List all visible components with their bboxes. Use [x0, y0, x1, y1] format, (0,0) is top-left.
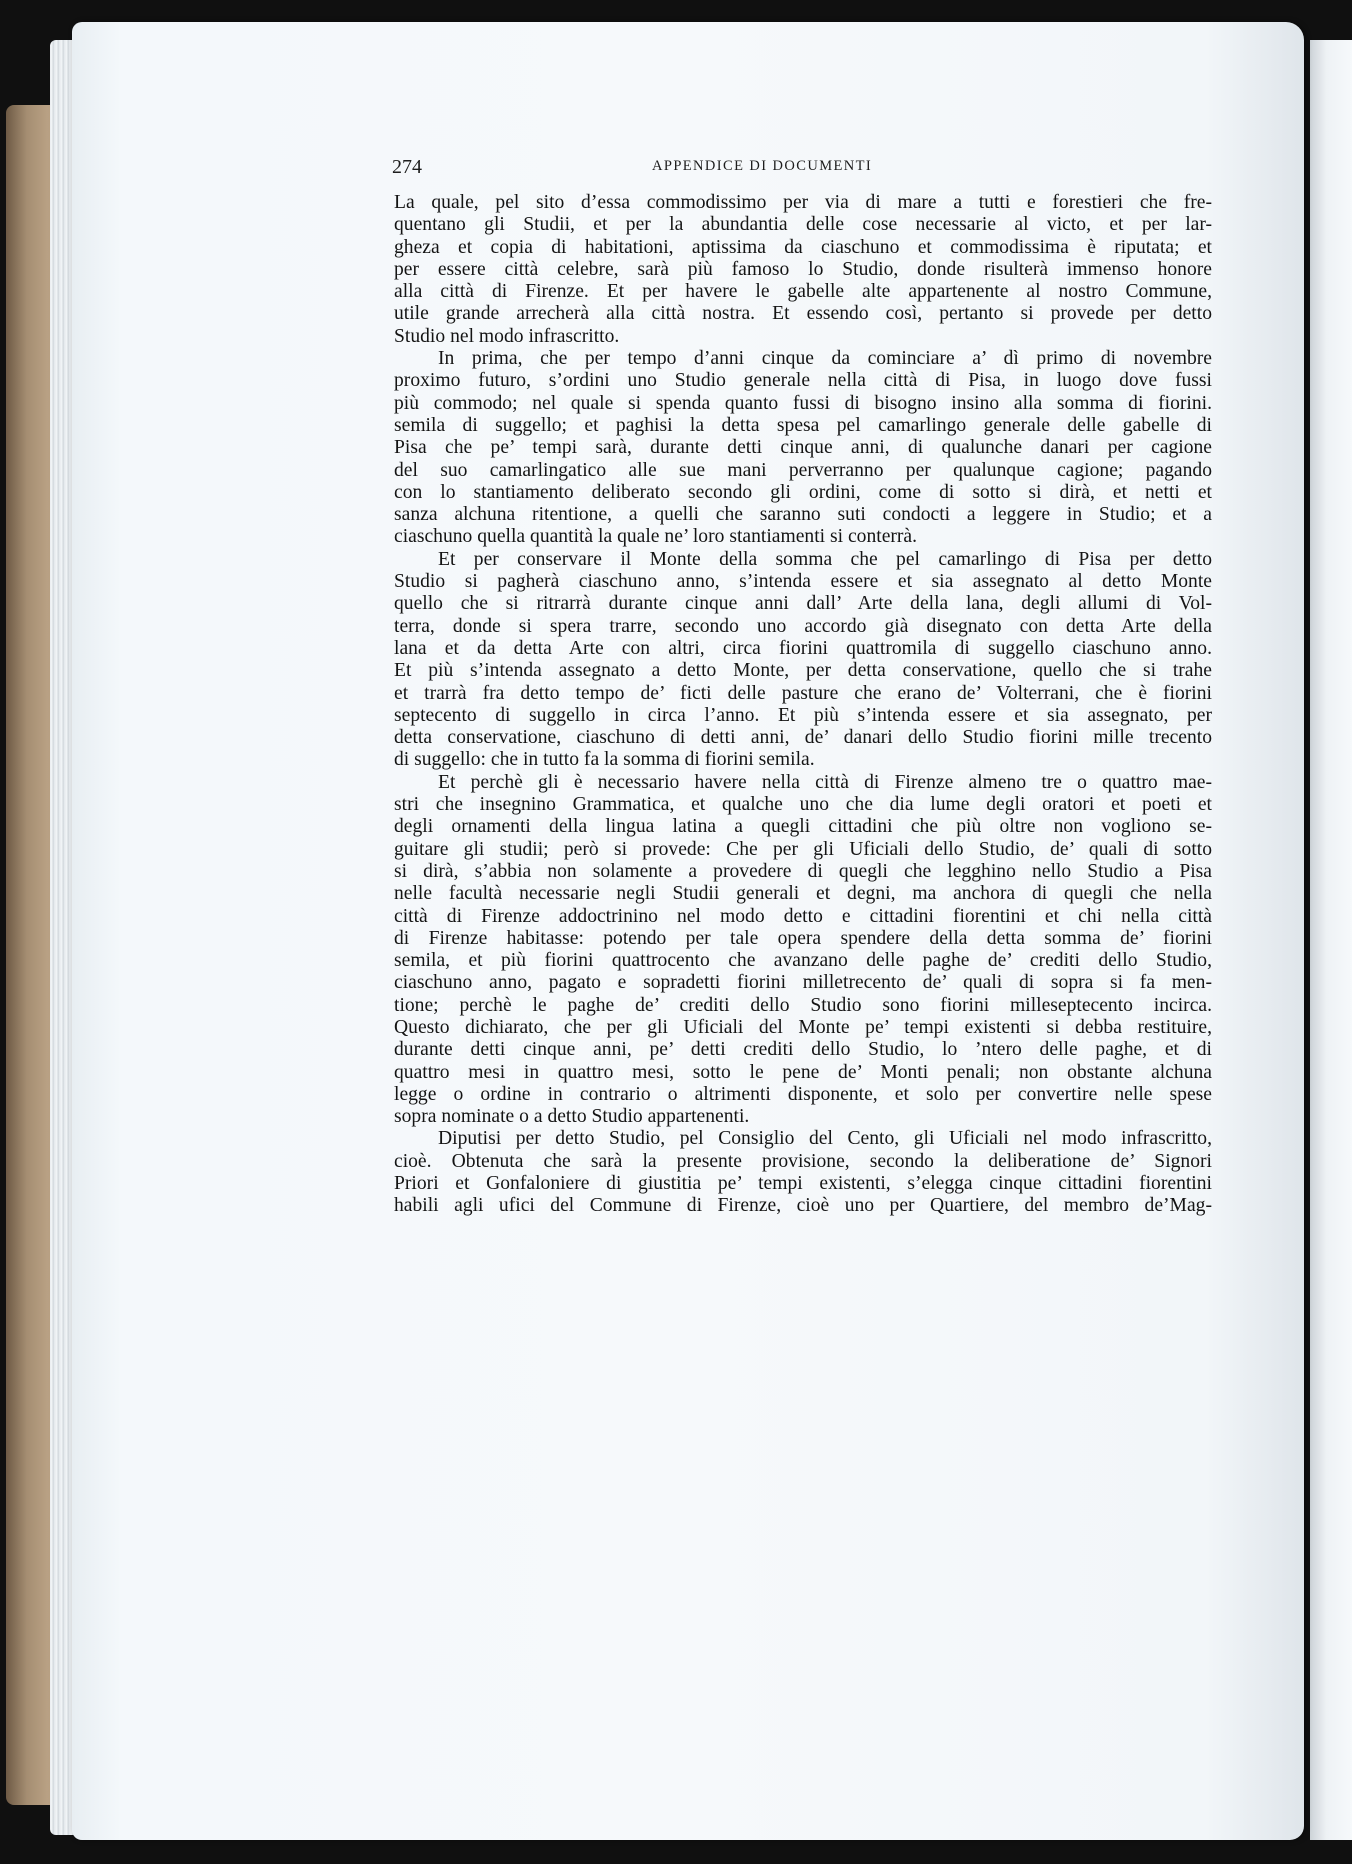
page-number: 274	[392, 156, 422, 178]
text-line: del suo camarlingatico alle sue mani perverranno per qualunque cagione; pagando	[394, 459, 1212, 481]
paragraph-5	[394, 1128, 1212, 1217]
text-line: ciaschuno quella quantità la quale ne’ loro stantiamenti si conterrà.	[394, 526, 918, 548]
text-line: Et più s’intenda assegnato a detto Monte, per detta conservatione, quello che si trahe	[394, 660, 1212, 682]
text-line: La quale, pel sito d’essa commodissimo per via di mare a tutti e forestieri che fre-	[394, 192, 1212, 213]
text-line: detta conservatione, ciaschuno di detti anni, de’ danari dello Studio fiorini mille trecento	[394, 727, 1212, 749]
text-line: habili agli ufici del Commune di Firenze, cioè uno per Quartiere, del membro de’Mag-	[394, 1195, 1212, 1217]
text-line: et trarrà fra detto tempo de’ ficti delle pasture che erano de’ Volterrani, che è fiorini	[394, 682, 1212, 704]
text-line: Studio nel modo infrascritto.	[394, 325, 620, 347]
text-line: Diputisi per detto Studio, pel Consiglio del Cento, gli Uficiali nel modo infrascritto,	[438, 1128, 1212, 1150]
text-line: gheza et copia di habitationi, aptissima da ciaschuno et commodissima è riputata; et	[394, 236, 1212, 258]
text-line: durante detti cinque anni, pe’ detti crediti dello Studio, lo ’ntero delle paghe, et di	[394, 1039, 1212, 1061]
running-head-title: APPENDICE DI DOCUMENTI	[652, 158, 873, 174]
text-line: di Firenze habitasse: potendo per tale opera spendere della detta somma de’ fiorini	[394, 927, 1212, 949]
text-line: con lo stantiamento deliberato secondo gli ordini, come di sotto si dirà, et netti et	[394, 481, 1212, 503]
text-line: proximo futuro, s’ordini uno Studio generale nella città di Pisa, in luogo dove fussi	[394, 370, 1212, 392]
paragraph-4	[394, 772, 1212, 1129]
paragraph-1	[394, 192, 1212, 348]
body-text	[394, 192, 1212, 1218]
paragraph-2	[394, 348, 1212, 549]
paragraph-3	[394, 549, 1212, 772]
running-head	[392, 156, 1212, 182]
text-line: sanza alchuna ritentione, a quelli che saranno suti condocti a leggere in Studio; et a	[394, 504, 1212, 526]
adjacent-page-edge	[1310, 40, 1352, 1840]
text-line: quentano gli Studii, et per la abundantia delle cose necessarie al victo, et per lar-	[394, 214, 1212, 236]
text-line: di suggello: che in tutto fa la somma di fiorini semila.	[394, 749, 815, 771]
text-line: sopra nominate o a detto Studio appartenenti.	[394, 1106, 750, 1128]
text-line: più commodo; nel quale si spenda quanto fussi di bisogno insino alla somma di fiorini.	[394, 392, 1212, 414]
text-line: In prima, che per tempo d’anni cinque da cominciare a’ dì primo di novembre	[438, 348, 1212, 370]
text-line: si dirà, s’abbia non solamente a provedere di quegli che legghino nello Studio a Pisa	[394, 860, 1212, 882]
text-line: guitare gli studii; però si provede: Che per gli Uficiali dello Studio, de’ quali di sotto	[394, 838, 1212, 860]
text-line: Et per conservare il Monte della somma che pel camarlingo di Pisa per detto	[438, 548, 1212, 570]
text-line: semila di suggello; et paghisi la detta spesa pel camarlingo generale delle gabelle di	[394, 414, 1212, 436]
text-line: degli ornamenti della lingua latina a quegli cittadini che più oltre non vogliono se-	[394, 816, 1212, 838]
text-line: alla città di Firenze. Et per havere le gabelle alte appartenente al nostro Commune,	[394, 281, 1212, 303]
text-line: semila, et più fiorini quattrocento che avanzano delle paghe de’ crediti dello Studio,	[394, 950, 1212, 972]
text-line: cioè. Obtenuta che sarà la presente provisione, secondo la deliberatione de’ Signori	[394, 1150, 1212, 1172]
text-line: Questo dichiarato, che per gli Uficiali del Monte pe’ tempi existenti si debba restituire,	[394, 1016, 1212, 1038]
text-line: Studio si pagherà ciaschuno anno, s’intenda essere et sia assegnato al detto Monte	[394, 571, 1212, 593]
text-line: stri che insegnino Grammatica, et qualche uno che dia lume degli oratori et poeti et	[394, 794, 1212, 816]
text-line: Priori et Gonfaloniere di giustitia pe’ tempi existenti, s’elegga cinque cittadini fiorentini	[394, 1173, 1212, 1195]
text-line: tione; perchè le paghe de’ crediti dello Studio sono fiorini milleseptecento incirca.	[394, 994, 1212, 1016]
text-line: legge o ordine in contrario o altrimenti disponente, et solo per convertire nelle spese	[394, 1083, 1212, 1105]
text-line: quello che si ritrarrà durante cinque anni dall’ Arte della lana, degli allumi di Vol-	[394, 593, 1212, 615]
text-line: utile grande arrecherà alla città nostra. Et essendo così, pertanto si provede per detto	[394, 303, 1212, 325]
text-line: Et perchè gli è necessario havere nella città di Firenze almeno tre o quattro mae-	[438, 771, 1212, 793]
text-line: lana et da detta Arte con altri, circa fiorini quattromila di suggello ciaschuno anno.	[394, 637, 1212, 659]
text-line: quattro mesi in quattro mesi, sotto le pene de’ Monti penali; non obstante alchuna	[394, 1061, 1212, 1083]
text-line: nelle facultà necessarie negli Studii generali et degni, ma anchora di quegli che nella	[394, 883, 1212, 905]
text-line: septecento di suggello in circa l’anno. Et più s’intenda essere et sia assegnato, per	[394, 704, 1212, 726]
text-line: Pisa che pe’ tempi sarà, durante detti cinque anni, di qualunche danari per cagione	[394, 437, 1212, 459]
text-line: ciaschuno anno, pagato e sopradetti fiorini milletrecento de’ quali di sopra si fa men-	[394, 972, 1212, 994]
text-line: per essere città celebre, sarà più famoso lo Studio, donde risulterà immenso honore	[394, 258, 1212, 280]
text-line: terra, donde si spera trarre, secondo uno accordo già disegnato con detta Arte della	[394, 615, 1212, 637]
text-line: città di Firenze addoctrinino nel modo detto e cittadini fiorentini et chi nella città	[394, 905, 1212, 927]
